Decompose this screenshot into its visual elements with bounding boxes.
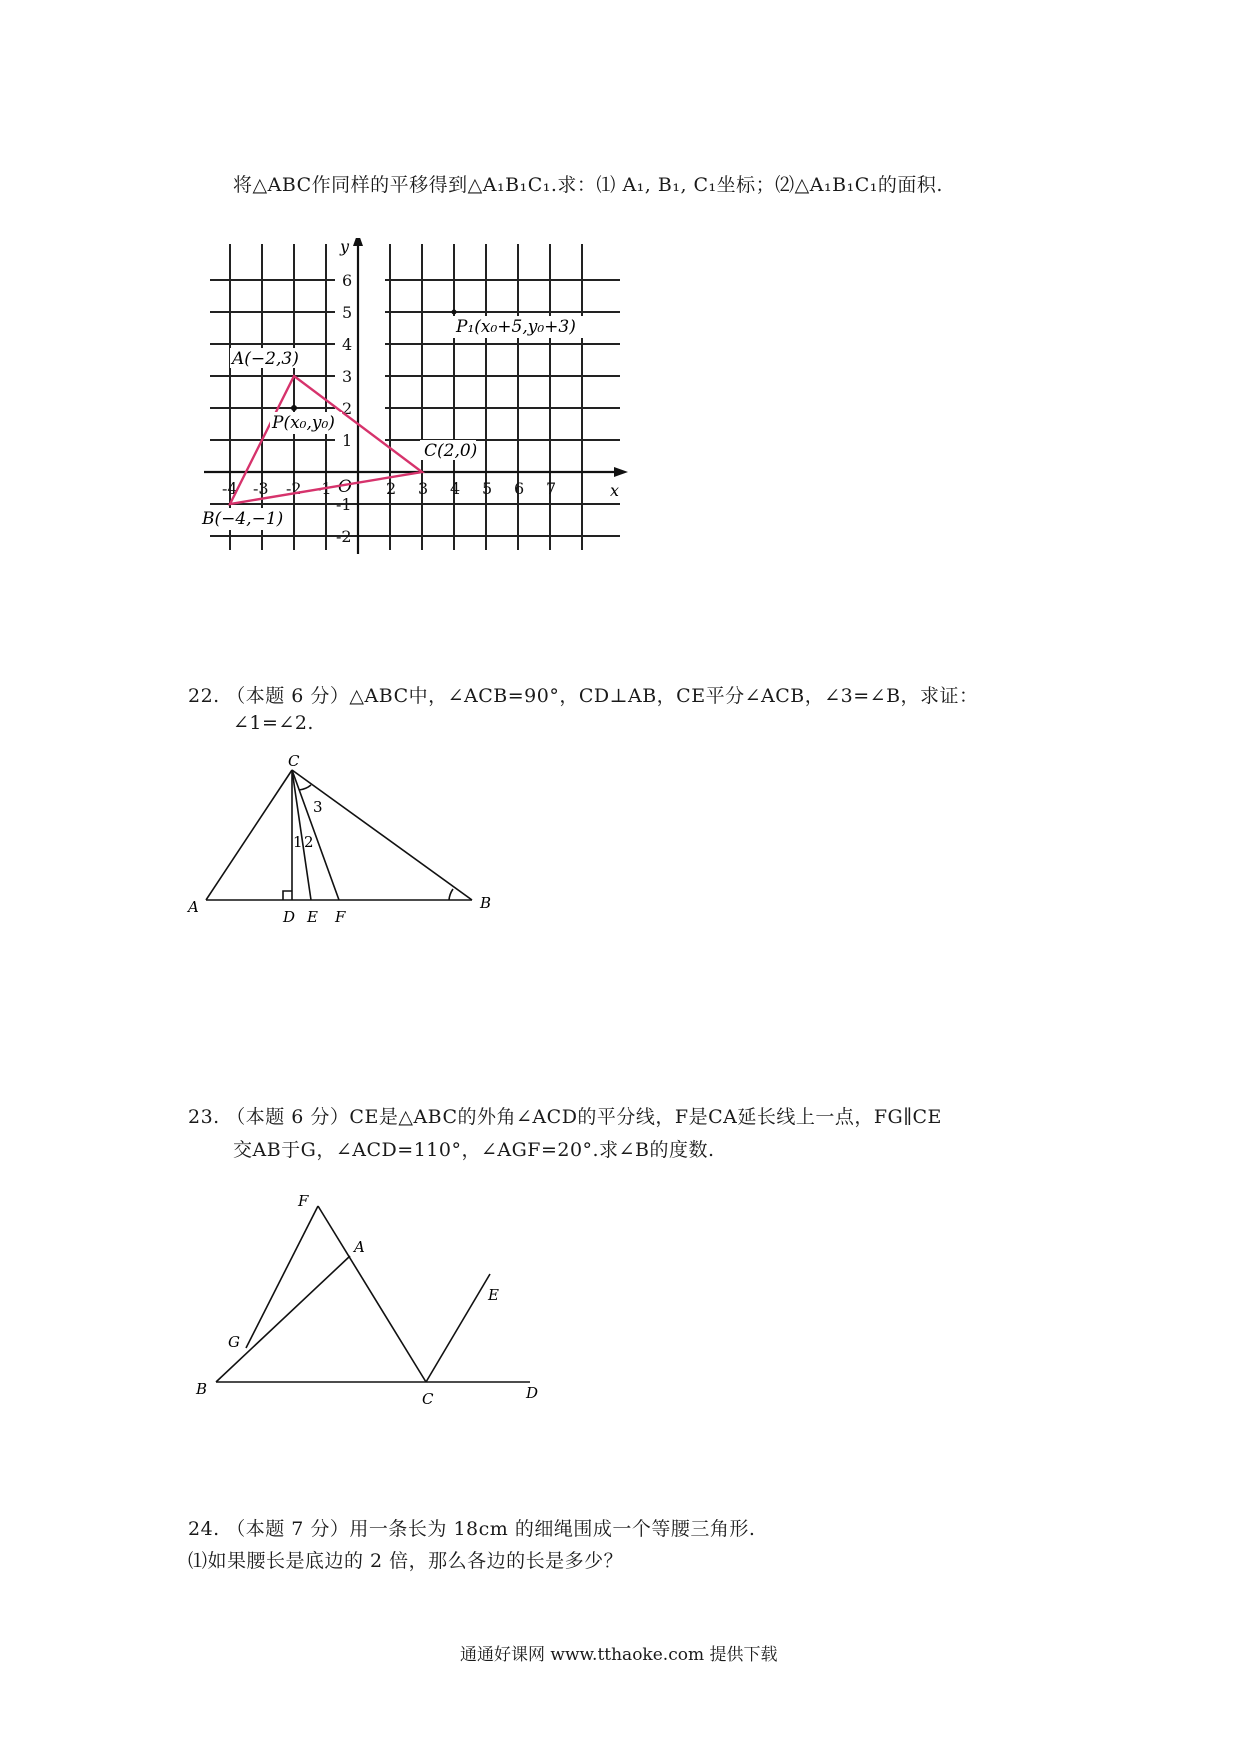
- x-tick: 3: [418, 479, 429, 498]
- q24-line1: 24. （本题 7 分）用一条长为 18cm 的细绳围成一个等腰三角形.: [188, 1518, 756, 1540]
- q23-label-d: D: [526, 1384, 539, 1402]
- x-tick: 5: [482, 479, 493, 498]
- label-point-b: B(−4,−1): [202, 509, 284, 529]
- q22-figure: [180, 752, 520, 932]
- y-tick: 3: [342, 367, 353, 386]
- y-tick: 1: [342, 431, 353, 450]
- x-tick: 6: [514, 479, 525, 498]
- label-point-p: P(x₀,y₀): [272, 413, 335, 433]
- q22-label-f: F: [335, 908, 346, 926]
- y-tick: 6: [342, 271, 353, 290]
- q23-label-b: B: [196, 1380, 208, 1398]
- q22-angle-1: 1: [293, 833, 303, 851]
- page-footer: 通通好课网 www.tthaoke.com 提供下载: [460, 1645, 778, 1665]
- y-tick: -2: [336, 527, 352, 546]
- q24-line2: ⑴如果腰长是底边的 2 倍，那么各边的长是多少？: [188, 1550, 624, 1572]
- label-point-p1: P₁(x₀+5,y₀+3): [456, 317, 576, 337]
- coordinate-figure: [200, 238, 630, 558]
- q23-label-f: F: [298, 1192, 309, 1210]
- q23-figure: [190, 1190, 550, 1415]
- origin-label: O: [338, 477, 352, 497]
- q23-line2: 交AB于G，∠ACD=110°，∠AGF=20°.求∠B的度数.: [233, 1139, 715, 1161]
- q23-label-g: G: [228, 1333, 240, 1351]
- y-axis-label: y: [340, 238, 350, 256]
- y-tick: 2: [342, 399, 353, 418]
- y-tick: 4: [342, 335, 353, 354]
- x-tick: 2: [386, 479, 397, 498]
- x-tick: 4: [450, 479, 461, 498]
- label-point-a: A(−2,3): [232, 349, 299, 369]
- q22-label-d: D: [283, 908, 296, 926]
- q22-label-c: C: [288, 752, 300, 770]
- q22-angle-2: 2: [304, 833, 314, 851]
- x-tick: 7: [546, 479, 557, 498]
- x-tick: -1: [316, 479, 332, 498]
- q22-label-e: E: [307, 908, 318, 926]
- q22-angle-3: 3: [313, 798, 323, 816]
- intro-line: 将△ABC作同样的平移得到△A₁B₁C₁.求：⑴ A₁, B₁, C₁坐标；⑵△A₁B₁C₁的面积.: [233, 174, 943, 196]
- x-tick: -2: [286, 479, 302, 498]
- y-tick: 5: [342, 303, 353, 322]
- q23-label-c: C: [422, 1390, 434, 1408]
- coordinate-svg: [200, 238, 630, 558]
- x-axis-arrow-icon: [614, 467, 628, 477]
- q23-label-e: E: [488, 1286, 499, 1304]
- x-tick: -4: [222, 479, 238, 498]
- x-axis-label: x: [610, 481, 620, 500]
- point-p1-dot: [452, 310, 457, 315]
- q22-label-b: B: [480, 894, 492, 912]
- q22-label-a: A: [188, 898, 199, 916]
- q23-svg: [190, 1190, 550, 1415]
- label-point-c: C(2,0): [424, 441, 478, 461]
- q22-line1: 22. （本题 6 分）△ABC中，∠ACB=90°，CD⊥AB，CE平分∠ACB，∠3=∠B，求证：: [188, 685, 979, 707]
- q22-svg: [180, 752, 520, 932]
- q23-line1: 23. （本题 6 分）CE是△ABC的外角∠ACD的平分线，F是CA延长线上一点，FG∥CE: [188, 1106, 942, 1128]
- y-tick: -1: [336, 495, 352, 514]
- x-tick: -3: [253, 479, 269, 498]
- q23-label-a: A: [354, 1238, 365, 1256]
- point-p-dot: [291, 405, 297, 411]
- q22-line2: ∠1=∠2.: [233, 712, 314, 734]
